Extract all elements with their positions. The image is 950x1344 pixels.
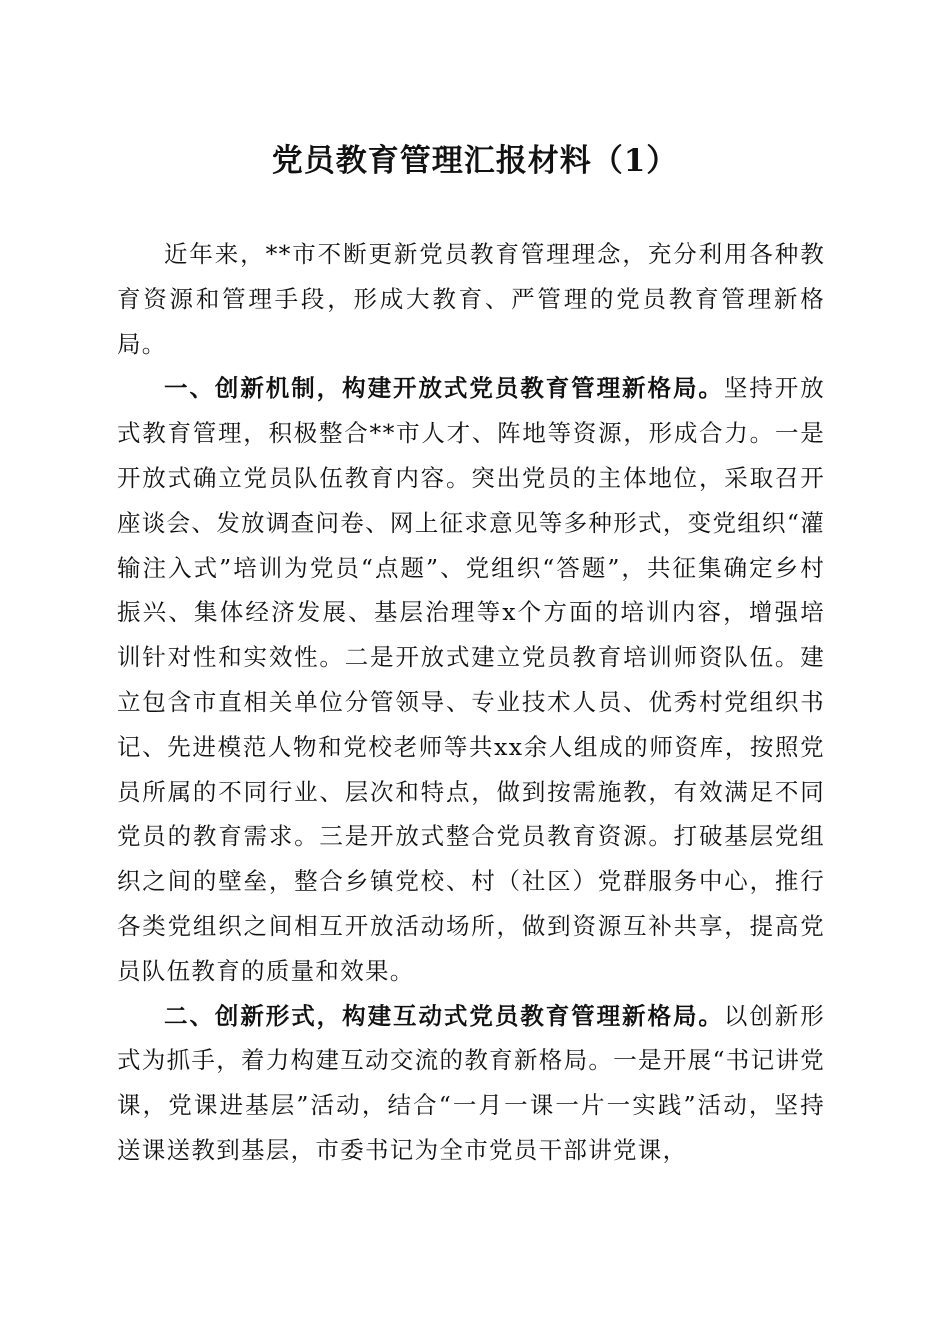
intro-text: 近年来，**市不断更新党员教育管理理念，充分利用各种教育资源和管理手段，形成大教育、严管理的党员教育管理新格局。 [117,240,825,358]
section-1-paragraph [117,366,825,993]
document-title: 党员教育管理汇报材料（1） [271,143,679,179]
section-1-text: 坚持开放式教育管理，积极整合**市人才、阵地等资源，形成合力。一是开放式确立党员队伍教育内容。突出党员的主体地位，采取召开座谈会、发放调查问卷、网上征求意见等多种形式，变党组织“灌输注入式”培训为党员“点题”、党组织“答题”，共征集确定乡村振兴、集体经济发展、基层治理等x个方面的培训内容，增强培训针对性和实效性。二是开放式建立党员教育培训师资队伍。建立包含市直相关单位分管领导、专业技术人员、优秀村党组织书记、先进模范人物和党校老师等共xx余人组成的师资库，按照党员所属的不同行业、层次和特点，做到按需施教，有效满足不同党员的教育需求。三是开放式整合党员教育资源。打破基层党组织之间的壁垒，整合乡镇党校、村（社区）党群服务中心，推行各类党组织之间相互开放活动场所，做到资源互补共享，提高党员队伍教育的质量和效果。 [117,374,826,985]
intro-paragraph [117,232,825,366]
section-2-text: 以创新形式为抓手，着力构建互动交流的教育新格局。一是开展“书记讲党课，党课进基层”活动，结合“一月一课一片一实践”活动，坚持送课送教到基层，市委书记为全市党员干部讲党课， [117,1001,826,1164]
section-1-heading: 一、创新机制，构建开放式党员教育管理新格局。 [164,374,724,403]
document-body [117,232,825,1173]
section-2-paragraph [117,994,825,1173]
section-2-heading: 二、创新形式，构建互动式党员教育管理新格局。 [164,1001,724,1030]
